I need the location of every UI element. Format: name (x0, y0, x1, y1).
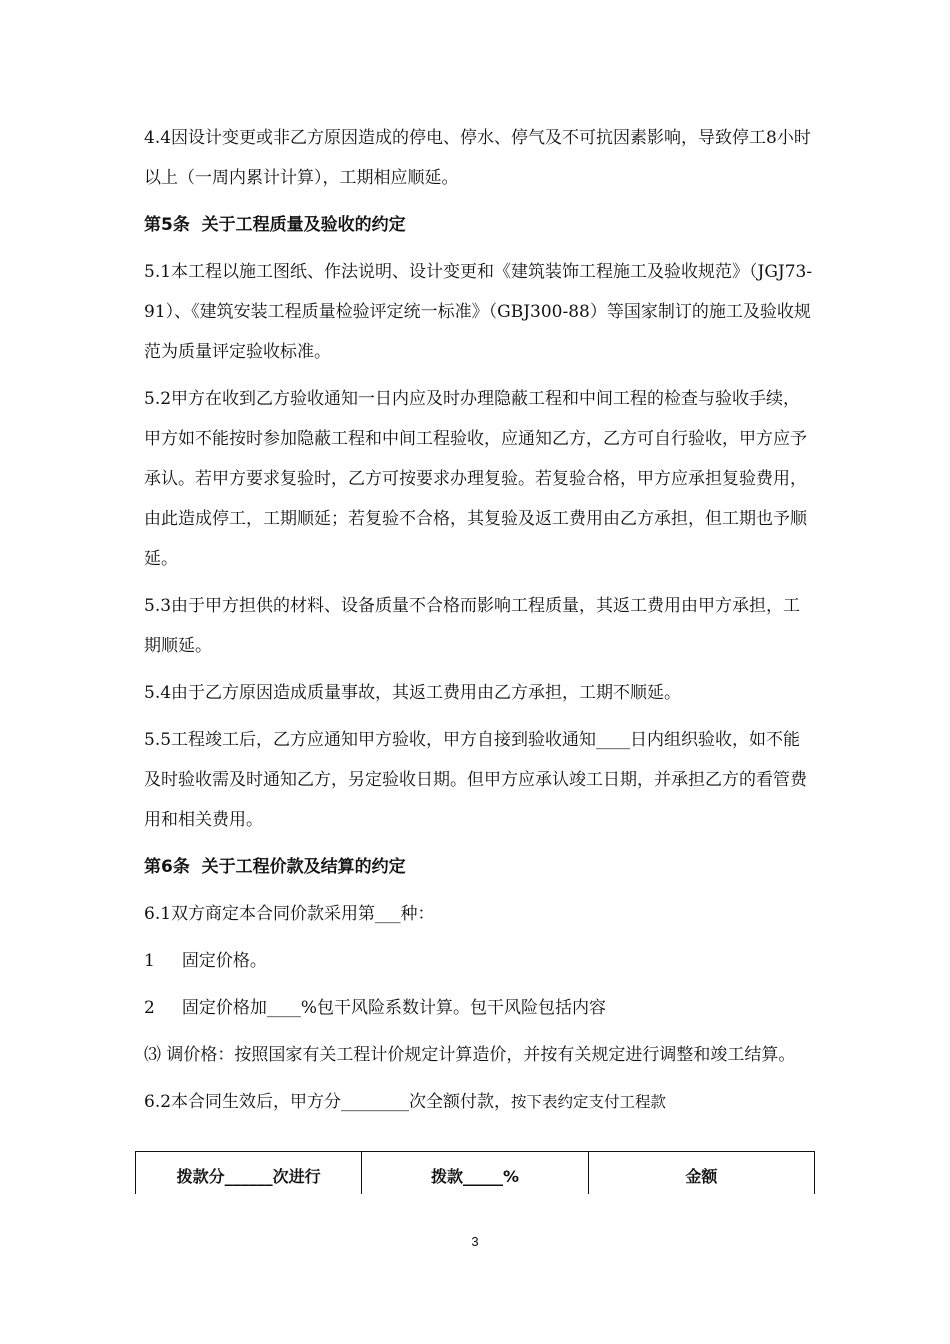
clause-5-5: 5.5工程竣工后，乙方应通知甲方验收，甲方自接到验收通知____日内组织验收，如不能及时验收需及时通知乙方，另定验收日期。但甲方应承认竣工日期，并承担乙方的看管费用和相关费用。 (144, 730, 807, 830)
section-6-heading: 第6条 关于工程价款及结算的约定 (144, 857, 406, 877)
table-header-cell: 拨款分______次进行 (136, 1152, 362, 1195)
clause-5-2: 5.2甲方在收到乙方验收通知一日内应及时办理隐蔽工程和中间工程的检查与验收手续，甲方如不能按时参加隐蔽工程和中间工程验收，应通知乙方，乙方可自行验收，甲方应予承认。若甲方要求复验时，乙方可按要求办理复验。若复验合格，甲方应承担复验费用，由此造成停工，工期顺延；若复验不合格，其复验及返工费用由乙方承担，但工期也予顺延。 (144, 389, 807, 569)
clause-6-2-main: 6.2本合同生效后，甲方分________次全额付款， (144, 1092, 512, 1112)
section-5-heading: 第5条 关于工程质量及验收的约定 (144, 215, 406, 235)
page-number: 3 (471, 1234, 479, 1249)
clause-6-2 (144, 1082, 816, 1122)
option-3: ⑶ 调价格：按照国家有关工程计价规定计算造价，并按有关规定进行调整和竣工结算。 (144, 1045, 796, 1065)
clause-4-4: 4.4因设计变更或非乙方原因造成的停电、停水、停气及不可抗因素影响，导致停工8小时以上（一周内累计计算），工期相应顺延。 (144, 128, 811, 188)
document-body (144, 118, 816, 1129)
clause-5-1: 5.1本工程以施工图纸、作法说明、设计变更和《建筑装饰工程施工及验收规范》（JGJ73-91）、《建筑安装工程质量检验评定统一标准》（GBJ300-88）等国家制订的施工及验收规范为质量评定验收标准。 (144, 262, 813, 362)
clause-6-2-suffix: 按下表约定支付工程款 (511, 1093, 667, 1111)
table-header-cell: 拨款_____% (362, 1152, 588, 1195)
clause-5-4: 5.4由于乙方原因造成质量事故，其返工费用由乙方承担，工期不顺延。 (144, 683, 682, 703)
payment-table (135, 1151, 815, 1194)
table-header-cell: 金额 (588, 1152, 814, 1195)
clause-6-1: 6.1双方商定本合同价款采用第___种： (144, 904, 435, 924)
clause-5-3: 5.3由于甲方担供的材料、设备质量不合格而影响工程质量，其返工费用由甲方承担，工期顺延。 (144, 596, 801, 656)
table-header-row (136, 1152, 815, 1195)
option-1: 1 固定价格。 (144, 951, 267, 971)
option-2: 2 固定价格加____%包干风险系数计算。包干风险包括内容 (144, 998, 606, 1018)
